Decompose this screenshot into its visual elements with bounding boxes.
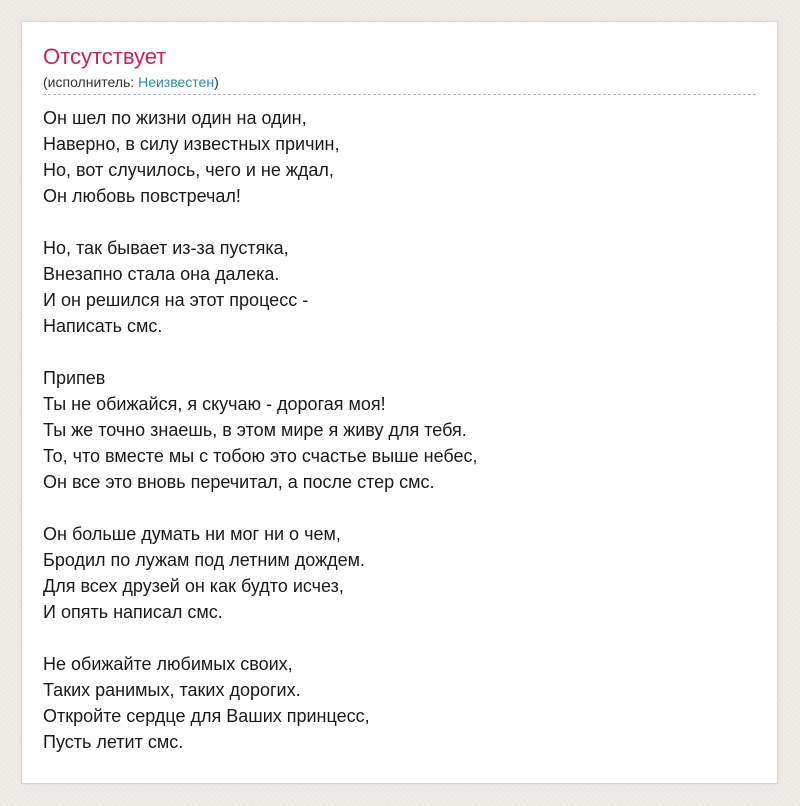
lyrics-stanza bbox=[43, 365, 758, 495]
title-divider bbox=[43, 94, 756, 95]
lyrics-line: Но, вот случилось, чего и не ждал, bbox=[43, 160, 334, 180]
artist-prefix: (исполнитель: bbox=[43, 74, 139, 90]
lyrics-body bbox=[43, 105, 758, 781]
lyrics-card bbox=[21, 21, 778, 784]
lyrics-line: Бродил по лужам под летним дождем. bbox=[43, 550, 366, 570]
artist-suffix: ) bbox=[214, 74, 219, 90]
lyrics-stanza bbox=[43, 521, 758, 625]
lyrics-line: Он все это вновь перечитал, а после стер смс. bbox=[43, 472, 435, 492]
lyrics-stanza bbox=[43, 235, 758, 339]
lyrics-line: То, что вместе мы с тобою это счастье выше небес, bbox=[43, 446, 478, 466]
lyrics-line: И опять написал смс. bbox=[43, 602, 223, 622]
artist-line bbox=[43, 73, 219, 91]
lyrics-line: Не обижайте любимых своих, bbox=[43, 654, 293, 674]
lyrics-line: Припев bbox=[43, 368, 106, 388]
lyrics-line: Ты же точно знаешь, в этом мире я живу для тебя. bbox=[43, 420, 467, 440]
lyrics-line: Он шел по жизни один на один, bbox=[43, 108, 307, 128]
lyrics-line: Пусть летит смс. bbox=[43, 732, 184, 752]
song-title: Отсутствует bbox=[43, 44, 167, 69]
lyrics-line: Ты не обижайся, я скучаю - дорогая моя! bbox=[43, 394, 386, 414]
lyrics-line: Откройте сердце для Ваших принцесс, bbox=[43, 706, 370, 726]
artist-link[interactable]: Неизвестен bbox=[138, 74, 215, 90]
lyrics-line: Написать смс. bbox=[43, 316, 163, 336]
lyrics-line: Он любовь повстречал! bbox=[43, 186, 241, 206]
lyrics-stanza bbox=[43, 651, 758, 755]
lyrics-line: Внезапно стала она далека. bbox=[43, 264, 280, 284]
lyrics-line: И он решился на этот процесс - bbox=[43, 290, 309, 310]
lyrics-line: Но, так бывает из-за пустяка, bbox=[43, 238, 289, 258]
lyrics-line: Он больше думать ни мог ни о чем, bbox=[43, 524, 341, 544]
lyrics-line: Наверно, в силу известных причин, bbox=[43, 134, 340, 154]
lyrics-line: Таких ранимых, таких дорогих. bbox=[43, 680, 301, 700]
lyrics-stanza bbox=[43, 105, 758, 209]
lyrics-line: Для всех друзей он как будто исчез, bbox=[43, 576, 344, 596]
